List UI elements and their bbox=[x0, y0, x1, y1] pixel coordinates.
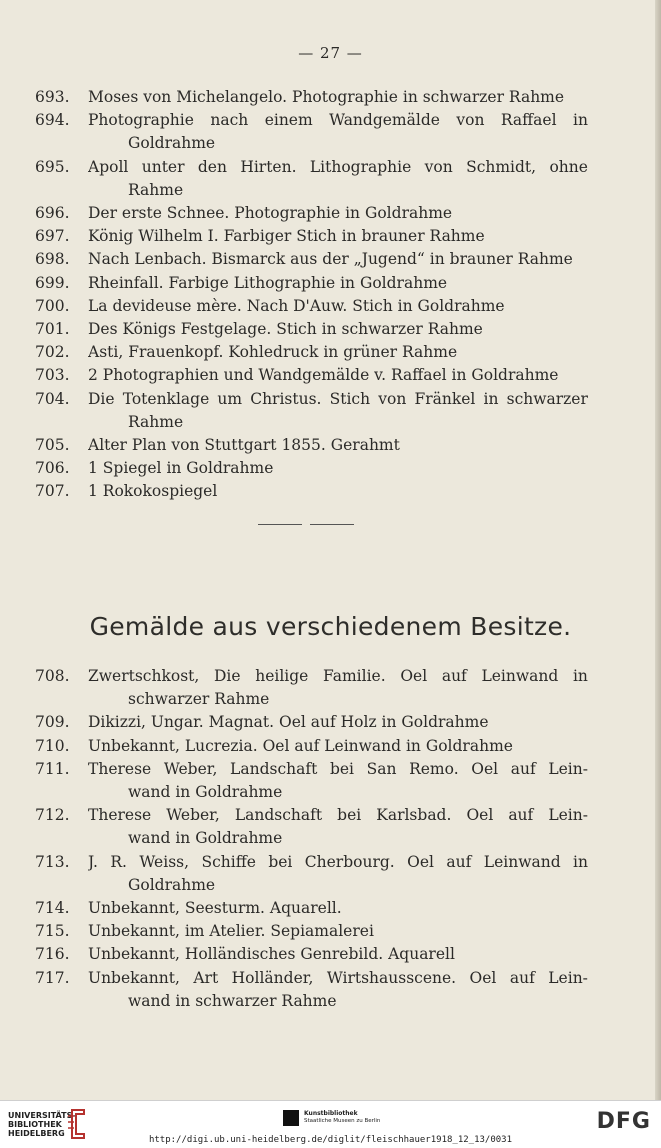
permalink-url[interactable]: http://digi.ub.uni-heidelberg.de/diglit/fleischhauer1918_12_13/0031 bbox=[148, 1135, 513, 1145]
entry-number: 708. bbox=[35, 667, 70, 685]
catalog-entry bbox=[0, 480, 661, 503]
entry-word: bei bbox=[337, 806, 362, 825]
catalog-entry bbox=[0, 457, 661, 480]
entry-text bbox=[88, 967, 588, 990]
catalog-entry bbox=[0, 967, 661, 1013]
entry-text: 1 Rokokospiegel bbox=[88, 482, 218, 501]
entry-word: San bbox=[366, 759, 397, 778]
entry-text: La devideuse mère. Nach D'Auw. Stich in Goldrahme bbox=[88, 296, 505, 315]
entry-word: Hirten. bbox=[240, 157, 297, 176]
entry-word: Leinwand bbox=[483, 852, 561, 871]
entry-number: 715. bbox=[35, 922, 70, 941]
entry-text: 1 Spiegel in Goldrahme bbox=[88, 459, 274, 478]
catalog-entry bbox=[0, 225, 661, 248]
catalog-entry bbox=[0, 920, 661, 943]
entry-continuation: Goldrahme bbox=[128, 875, 216, 894]
catalog-entry bbox=[0, 295, 661, 318]
entry-continuation: wand in schwarzer Rahme bbox=[128, 991, 337, 1010]
entry-word: Weber, bbox=[166, 806, 220, 825]
entry-text: Unbekannt, im Atelier. Sepiamalerei bbox=[88, 922, 374, 941]
entry-continuation: Rahme bbox=[128, 180, 184, 199]
entry-word: bei bbox=[268, 852, 293, 871]
entry-number: 693. bbox=[35, 88, 70, 106]
entry-text: Der erste Schnee. Photographie in Goldrahme bbox=[88, 204, 453, 223]
entry-text bbox=[88, 851, 588, 874]
entry-word: Wandgemälde bbox=[329, 111, 440, 130]
entry-number: 694. bbox=[35, 111, 70, 130]
entry-text bbox=[88, 156, 588, 179]
entry-word: Apoll bbox=[88, 157, 129, 176]
catalog-entry bbox=[0, 758, 661, 804]
entry-word: Fränkel bbox=[414, 389, 476, 408]
entry-number: 696. bbox=[35, 204, 70, 223]
entry-continuation: Rahme bbox=[128, 412, 184, 431]
entry-word: von bbox=[378, 389, 407, 408]
separator-line-left bbox=[258, 524, 302, 525]
entry-number: 704. bbox=[35, 389, 70, 408]
entry-word: Schiffe bbox=[201, 852, 256, 871]
entry-word: Art bbox=[193, 968, 219, 987]
entry-word: Raffael bbox=[500, 111, 557, 130]
entry-number: 702. bbox=[35, 343, 70, 362]
entry-number: 716. bbox=[35, 945, 70, 964]
entry-number: 701. bbox=[35, 320, 70, 339]
entry-word: Leinwand bbox=[481, 667, 559, 685]
entry-text: Des Königs Festgelage. Stich in schwarzer Rahme bbox=[88, 320, 483, 339]
entry-word: Holländer, bbox=[231, 968, 314, 987]
entry-continuation: wand in Goldrahme bbox=[128, 829, 283, 848]
catalog-entry bbox=[0, 156, 661, 202]
catalog-entry bbox=[0, 434, 661, 457]
catalog-entry bbox=[0, 665, 661, 711]
catalog-entries-second bbox=[0, 665, 661, 1013]
entry-text: Asti, Frauenkopf. Kohledruck in grüner Rahme bbox=[88, 343, 458, 362]
entry-word: Karlsbad. bbox=[376, 806, 452, 825]
entry-number: 707. bbox=[35, 482, 70, 501]
entry-text: Unbekannt, Seesturm. Aquarell. bbox=[88, 899, 342, 918]
entry-text: Nach Lenbach. Bismarck aus der „Jugend“ in brauner Rahme bbox=[88, 250, 573, 269]
entry-number: 709. bbox=[35, 713, 70, 732]
ub-logo-line: UNIVERSITÄTS- bbox=[8, 1111, 76, 1120]
separator-line-right bbox=[310, 524, 354, 525]
entry-word: unter bbox=[141, 157, 185, 176]
entry-word: in bbox=[572, 667, 588, 685]
entry-word: Totenklage bbox=[122, 389, 210, 408]
entry-word: schwarzer bbox=[506, 389, 588, 408]
catalog-entry bbox=[0, 272, 661, 295]
entry-word: Zwertschkost, bbox=[88, 667, 200, 685]
catalog-entry bbox=[0, 248, 661, 271]
entry-text: Rheinfall. Farbige Lithographie in Goldrahme bbox=[88, 273, 448, 292]
catalog-entry bbox=[0, 943, 661, 966]
entry-number: 714. bbox=[35, 899, 70, 918]
catalog-entry bbox=[0, 318, 661, 341]
catalog-entry bbox=[0, 711, 661, 734]
page-number: — 27 — bbox=[298, 44, 363, 62]
section-separator bbox=[258, 524, 354, 525]
entry-word: Christus. bbox=[250, 389, 322, 408]
catalog-entry bbox=[0, 109, 661, 155]
ub-logo-line: BIBLIOTHEK bbox=[8, 1120, 62, 1129]
entry-word: Landschaft bbox=[230, 759, 318, 778]
entry-word: Lein- bbox=[548, 968, 588, 987]
entry-word: Lithographie bbox=[309, 157, 412, 176]
entry-word: Weber, bbox=[163, 759, 218, 778]
section-heading: Gemälde aus verschiedenem Besitze. bbox=[89, 612, 572, 641]
digitization-footer bbox=[0, 1100, 661, 1148]
entry-word: auf bbox=[509, 968, 535, 987]
catalog-entry bbox=[0, 364, 661, 387]
entry-word: J. bbox=[88, 852, 98, 871]
entry-word: in bbox=[573, 852, 588, 871]
entry-number: 705. bbox=[35, 436, 70, 455]
entry-word: Therese bbox=[88, 759, 152, 778]
catalog-entry bbox=[0, 388, 661, 434]
entry-word: R. bbox=[110, 852, 127, 871]
entry-word: Remo. bbox=[409, 759, 459, 778]
entry-number: 711. bbox=[35, 759, 70, 778]
kb-subtitle: Staatliche Museen zu Berlin bbox=[304, 1118, 381, 1124]
entry-text bbox=[88, 804, 588, 827]
entry-number: 698. bbox=[35, 250, 70, 269]
kunstbibliothek-icon bbox=[283, 1110, 299, 1126]
entry-text bbox=[88, 109, 588, 132]
entry-word: bei bbox=[329, 759, 354, 778]
entry-word: Therese bbox=[88, 806, 152, 825]
entry-word: Stich bbox=[329, 389, 371, 408]
entry-word: Wirtshausscene. bbox=[326, 968, 457, 987]
entry-text bbox=[88, 758, 588, 781]
entry-word: Schmidt, bbox=[466, 157, 537, 176]
catalog-entry bbox=[0, 851, 661, 897]
entry-word: ohne bbox=[549, 157, 588, 176]
entry-number: 697. bbox=[35, 227, 70, 246]
entry-word: Oel bbox=[466, 806, 494, 825]
entry-word: Lein- bbox=[548, 759, 588, 778]
entry-word: Oel bbox=[400, 667, 428, 685]
entry-word: Die bbox=[213, 667, 241, 685]
entry-text: Unbekannt, Holländisches Genrebild. Aquarell bbox=[88, 945, 455, 964]
entry-number: 712. bbox=[35, 806, 70, 825]
entry-word: nach bbox=[210, 111, 249, 130]
entry-continuation: Goldrahme bbox=[128, 134, 216, 153]
entry-text bbox=[88, 665, 588, 688]
entry-word: den bbox=[197, 157, 227, 176]
catalog-entry bbox=[0, 897, 661, 920]
entry-number: 713. bbox=[35, 852, 70, 871]
entry-word: in bbox=[572, 111, 588, 130]
entry-word: um bbox=[217, 389, 243, 408]
catalog-entry bbox=[0, 202, 661, 225]
entry-word: Unbekannt, bbox=[88, 968, 180, 987]
entry-word: auf bbox=[508, 806, 534, 825]
entry-word: Landschaft bbox=[234, 806, 323, 825]
kb-title: Kunstbibliothek bbox=[304, 1110, 358, 1117]
entry-text: 2 Photographien und Wandgemälde v. Raffael in Goldrahme bbox=[88, 366, 559, 385]
entry-word: Die bbox=[88, 389, 115, 408]
dfg-logo[interactable]: DFG bbox=[596, 1109, 651, 1134]
entry-text: König Wilhelm I. Farbiger Stich in brauner Rahme bbox=[88, 227, 485, 246]
entry-number: 710. bbox=[35, 736, 70, 755]
entry-continuation: wand in Goldrahme bbox=[128, 783, 283, 802]
catalog-entry bbox=[0, 735, 661, 758]
entry-word: Familie. bbox=[323, 667, 386, 685]
entry-word: einem bbox=[264, 111, 313, 130]
catalog-entry bbox=[0, 341, 661, 364]
entry-text: Dikizzi, Ungar. Magnat. Oel auf Holz in Goldrahme bbox=[88, 713, 489, 732]
catalog-entries-first bbox=[0, 86, 661, 504]
entry-word: auf bbox=[446, 852, 472, 871]
entry-word: Lein- bbox=[548, 806, 588, 825]
entry-word: heilige bbox=[255, 667, 309, 685]
entry-number: 695. bbox=[35, 157, 70, 176]
catalog-entry bbox=[0, 86, 661, 109]
entry-word: Oel bbox=[471, 759, 499, 778]
kunstbibliothek-logo[interactable] bbox=[304, 1110, 380, 1125]
entry-text: Alter Plan von Stuttgart 1855. Gerahmt bbox=[88, 436, 400, 455]
entry-continuation: schwarzer Rahme bbox=[128, 690, 270, 709]
entry-word: von bbox=[456, 111, 485, 130]
entry-word: Oel bbox=[469, 968, 497, 987]
entry-text: Unbekannt, Lucrezia. Oel auf Leinwand in Goldrahme bbox=[88, 736, 513, 755]
entry-number: 699. bbox=[35, 273, 70, 292]
entry-word: Oel bbox=[407, 852, 434, 871]
entry-number: 700. bbox=[35, 296, 70, 315]
entry-word: auf bbox=[510, 759, 536, 778]
entry-number: 706. bbox=[35, 459, 70, 478]
entry-word: in bbox=[483, 389, 499, 408]
ub-logo-line: HEIDELBERG bbox=[8, 1129, 65, 1138]
catalog-entry bbox=[0, 804, 661, 850]
entry-number: 703. bbox=[35, 366, 70, 385]
entry-word: auf bbox=[441, 667, 467, 685]
entry-word: von bbox=[424, 157, 453, 176]
entry-word: Weiss, bbox=[139, 852, 190, 871]
entry-text bbox=[88, 388, 588, 411]
entry-text: Moses von Michelangelo. Photographie in schwarzer Rahme bbox=[88, 88, 565, 106]
entry-word: Cherbourg. bbox=[304, 852, 395, 871]
entry-word: Photographie bbox=[88, 111, 194, 130]
entry-number: 717. bbox=[35, 968, 70, 987]
